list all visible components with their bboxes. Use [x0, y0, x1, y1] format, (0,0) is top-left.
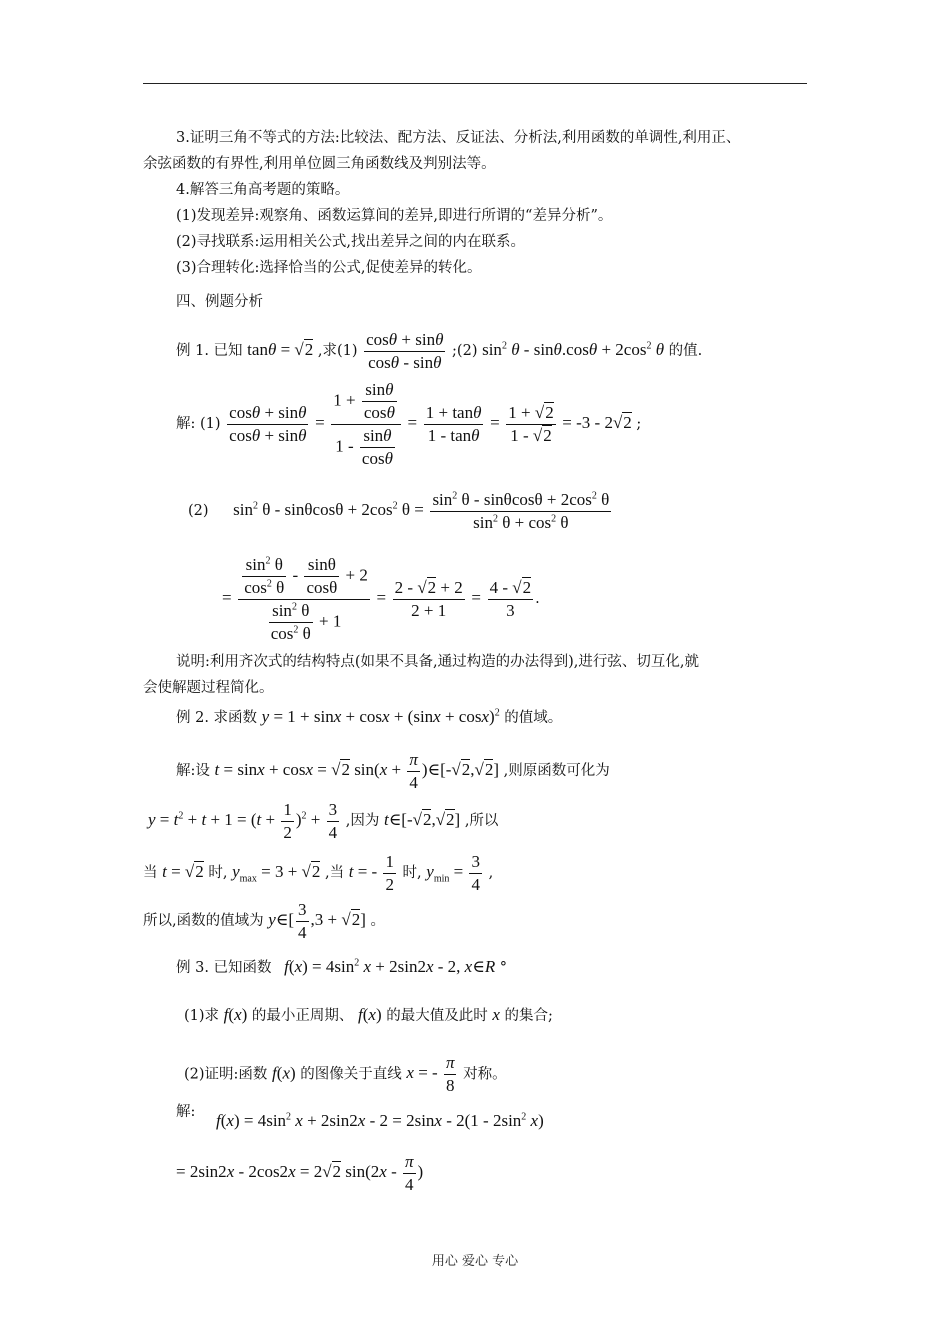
example-3: 例 3. 已知函数 $f(x) = 4\sin^2$ x + 2sin2x - 2, x∈R ° — [176, 957, 508, 976]
strategy-2: (2)寻找联系:运用相关公式,找出差异之间的内在联系。 — [176, 234, 526, 250]
solution-3-line2: = 2sin2x - 2cos2x = 2√2 sin(2x - $\frac{\pi}{4}$ ) — [176, 1151, 424, 1194]
page-footer: 用心 爱心 专心 — [431, 1254, 519, 1269]
solution-2-line3: 当 t = √2 时, $y_{max} = 3 + √2$ ,当 t = - $\frac{1}{2}$ 时, $y_{min}$ = $\frac{3}{4}$ , — [143, 851, 494, 894]
solution-1-part1: 解: (1) $\frac{\cos\theta + \sin\theta}{\cos\theta + \sin\theta}$ = 1 + $\frac{\sin\theta}{\cos\theta}$ 1 - $\frac{\sin\theta}{\cos\theta}$ = $\frac{1 + \tan\theta}{1 - \tan\theta}$ = $\frac{1 + √2}{1 - √2}$ = -3 - 2√2 ; — [176, 379, 642, 468]
note-line-1: 说明:利用齐次式的结构特点(如果不具备,通过构造的办法得到),进行弦、切互化,就 — [176, 654, 700, 670]
para-3a: 3.证明三角不等式的方法:比较法、配方法、反证法、分析法,利用函数的单调性,利用正、 — [176, 130, 741, 146]
strategy-1: (1)发现差异:观察角、函数运算间的差异,即进行所谓的“差异分析”。 — [176, 208, 613, 224]
strategy-3: (3)合理转化:选择恰当的公式,促使差异的转化。 — [176, 260, 482, 276]
section-heading: 四、例题分析 — [176, 294, 263, 310]
para-4: 4.解答三角高考题的策略。 — [176, 182, 350, 198]
solution-2-line4: 所以,函数的值域为 y∈[ $\frac{3}{4}$ ,3 + √2] 。 — [143, 899, 385, 942]
example-2: 例 2. 求函数 $y = 1 + \sin x + \cos x + (\sin x + \cos x)^2$ 的值域。 — [176, 707, 563, 726]
para-3b: 余弦函数的有界性,利用单位圆三角函数线及判别法等。 — [143, 156, 496, 172]
solution-1-part2-line1: (2) $\sin^2 \theta - \sin\theta\cos\theta + 2\cos^2$ θ = $\frac{\sin^2 \theta - \sin\theta\cos\theta + 2\cos^2 \theta}{\sin^2 \theta + \cos^2 \theta}$ — [188, 489, 610, 532]
note-line-2: 会使解题过程简化。 — [143, 680, 274, 696]
example-1: 例 1. 已知 tanθ = √2 ,求(1) $\frac{\cos\theta + \sin\theta}{\cos\theta - \sin\theta}$ ;(2) $\sin^2 \theta - \sin\theta.\cos\theta + 2\cos^2$ θ 的值. — [176, 329, 703, 372]
solution-2-line2: $y = t^2 + t + 1 = (t$ + $\frac{1}{2}$ )$^2$ + $\frac{3}{4}$ ,因为 t∈[-√2,√2] ,所以 — [148, 799, 499, 842]
example-3-question-2: (2)证明:函数 f(x) 的图像关于直线 x = - $\frac{\pi}{8}$ 对称。 — [184, 1053, 507, 1095]
header-rule — [143, 83, 807, 84]
example-3-question-1: (1)求 f(x) 的最小正周期、 f(x) 的最大值及此时 x 的集合; — [184, 1005, 553, 1024]
solution-3-line1: $f(x) = 4\sin^2$ $x + 2\sin 2x - 2 = 2\sin x - 2(1 - 2\sin^2$ x) — [216, 1111, 544, 1130]
solution-1-part2-line2: = $\frac{\sin^2 \theta}{\cos^2 \theta}$ - $\frac{\sin\theta}{\cos\theta}$ + 2 $\frac{\sin^2 \theta}{\cos^2 \theta}$ + 1 = $\frac{2 - √2 + 2}{2 + 1}$ = $\frac{4 - √2}{3}$ . — [222, 554, 540, 643]
solution-2-line1: 解:设 t = sinx + cosx = √2 sin(x + $\frac{\pi}{4}$ )∈[-√2,√2] ,则原函数可化为 — [176, 749, 610, 792]
solution-3-label: 解: — [176, 1104, 196, 1120]
